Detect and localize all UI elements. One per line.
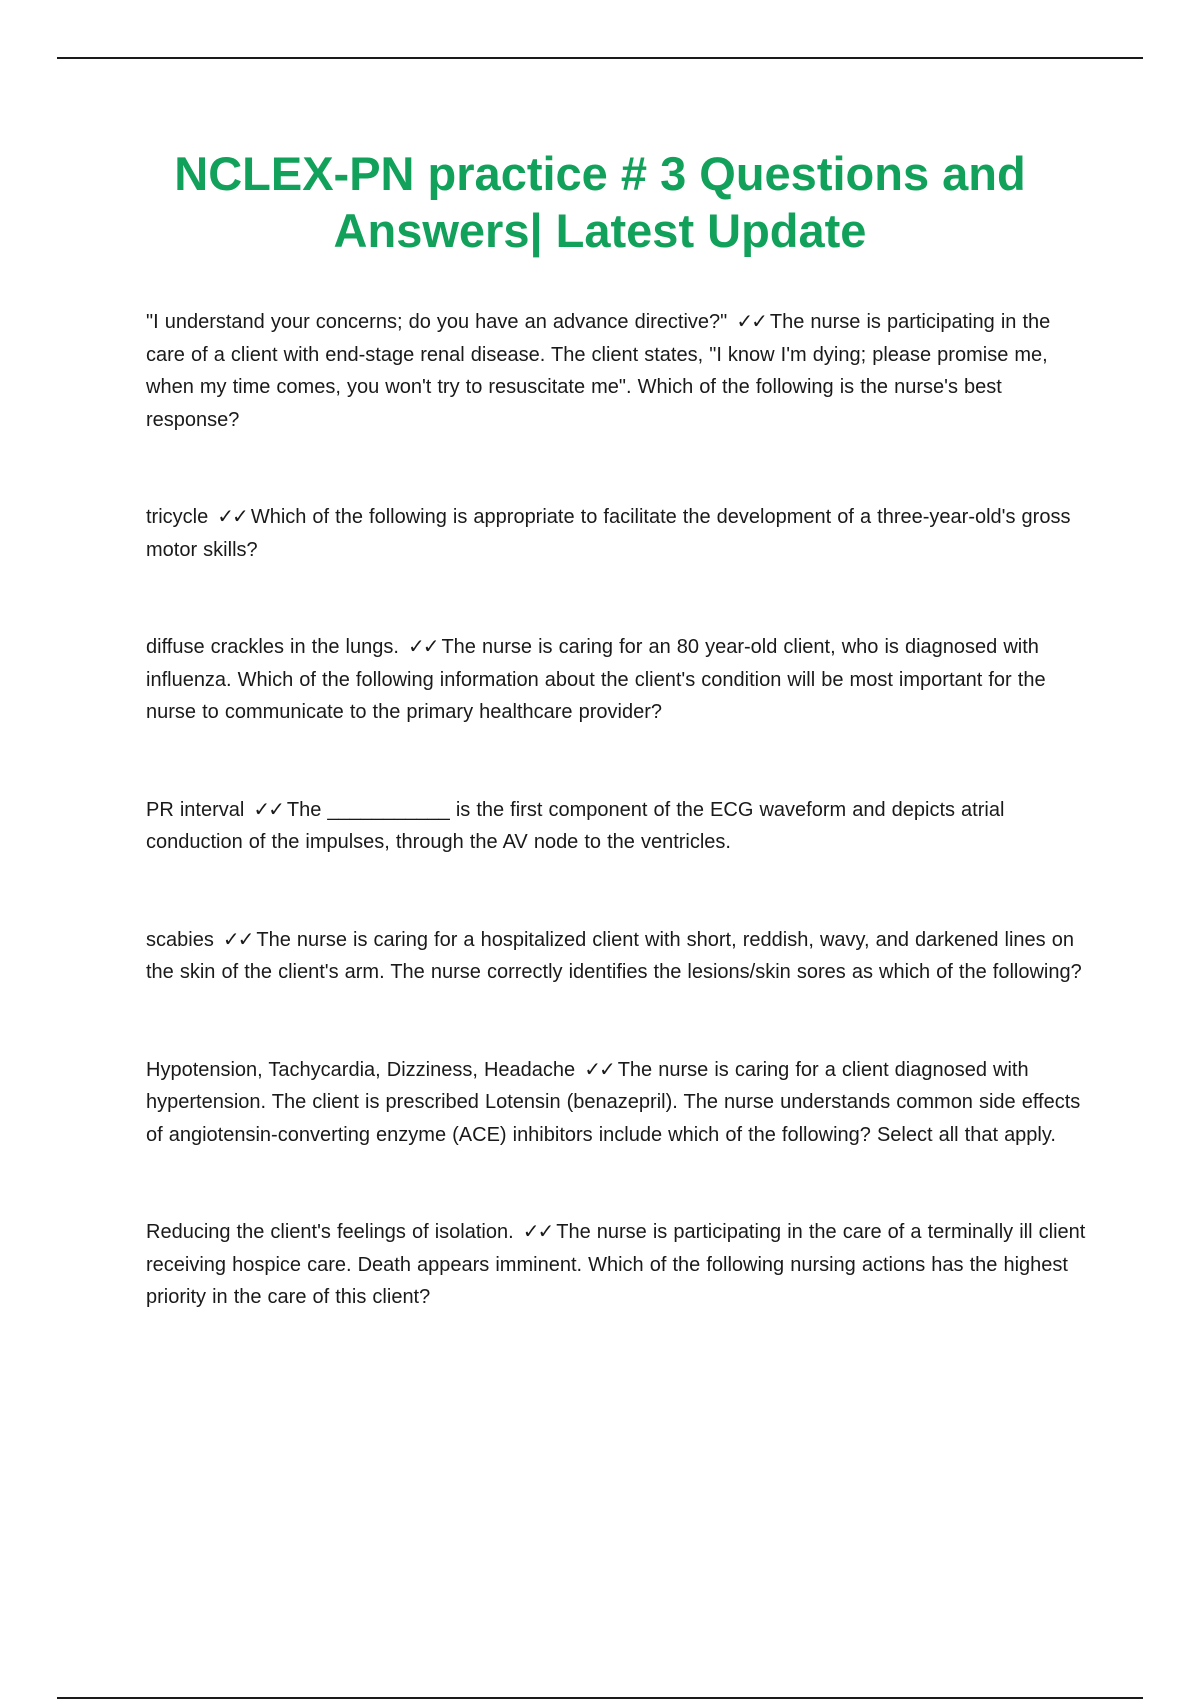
qa-question: The nurse is caring for a client diagnosed with hypertension. The client is prescribed Lotensin (benazepril). The nurse understands common side effects of angiotensin-converting enzyme (ACE) inhibitors include which of the following? Select all that apply. <box>146 1058 1081 1146</box>
qa-answer: Hypotension, Tachycardia, Dizziness, Headache <box>146 1058 576 1081</box>
qa-item-6 <box>146 1053 1086 1152</box>
footer-rule <box>57 1697 1143 1699</box>
page-title: NCLEX-PN practice # 3 Questions and Answers| Latest Update <box>174 147 1026 257</box>
qa-answer: Reducing the client's feelings of isolation. <box>146 1221 514 1243</box>
qa-question: The nurse is caring for a hospitalized client with short, reddish, wavy, and darkened lines on the skin of the client's arm. The nurse correctly identifies the lesions/skin sores as which of the following? <box>146 928 1082 983</box>
qa-question: The nurse is participating in the care of a client with end-stage renal disease. The client states, "I know I'm dying; please promise me, when my time comes, you won't try to resuscitate me". Which of the following is the nurse's best response? <box>146 311 1051 431</box>
double-check-icon: ✓✓ <box>407 634 438 658</box>
double-check-icon: ✓✓ <box>222 926 253 951</box>
qa-question: The nurse is caring for an 80 year-old client, who is diagnosed with influenza. Which of the following information about the client's condition will be most important for the nurse to communicate to the primary healthcare provider? <box>146 636 1046 723</box>
qa-item-3 <box>146 630 1086 729</box>
qa-answer: "I understand your concerns; do you have an advance directive?" <box>146 311 728 333</box>
qa-item-4 <box>146 793 1086 859</box>
double-check-icon: ✓✓ <box>522 1219 553 1243</box>
qa-item-5 <box>146 923 1086 989</box>
qa-question: Which of the following is appropriate to facilitate the development of a three-year-old's gross motor skills? <box>146 506 1071 561</box>
qa-answer: PR interval <box>146 798 245 821</box>
qa-question: The ___________ is the first component of the ECG waveform and depicts atrial conduction of the impulses, through the AV node to the ventricles. <box>146 798 1005 853</box>
header-rule <box>57 57 1143 59</box>
qa-answer: scabies <box>146 928 214 951</box>
double-check-icon: ✓✓ <box>584 1056 614 1081</box>
qa-question: The nurse is participating in the care of a terminally ill client receiving hospice care. Death appears imminent. Which of the following nursing actions has the highest priority in the care of this client? <box>146 1221 1086 1308</box>
qa-answer: diffuse crackles in the lungs. <box>146 636 399 658</box>
qa-answer: tricycle <box>146 506 209 528</box>
double-check-icon: ✓✓ <box>217 504 247 528</box>
qa-list <box>146 305 1086 1385</box>
qa-item-2 <box>146 500 1086 566</box>
double-check-icon: ✓✓ <box>253 796 283 821</box>
qa-item-7 <box>146 1215 1086 1314</box>
qa-item-1 <box>146 305 1086 436</box>
double-check-icon: ✓✓ <box>736 309 766 333</box>
